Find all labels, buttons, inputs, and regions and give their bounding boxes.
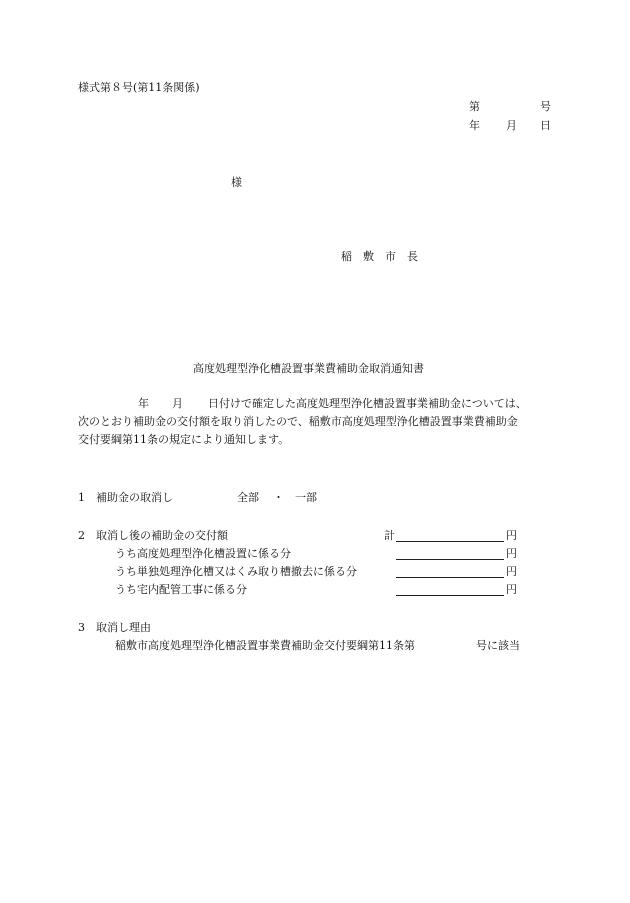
form-label: 様式第８号(第11条関係) — [78, 81, 200, 94]
subitem-2-yen: 円 — [506, 565, 517, 578]
option-part: 一部 — [295, 491, 317, 504]
subitem-1-amount-line — [396, 559, 504, 560]
body-line-3: 交付要綱第11条の規定により通知します。 — [78, 433, 290, 446]
date-month: 月 — [506, 119, 517, 132]
date-day: 日 — [540, 119, 551, 132]
subitem-1-label: うち高度処理型浄化槽設置に係る分 — [115, 547, 291, 560]
section-1-label: 補助金の取消し — [96, 491, 173, 504]
subitem-1-yen: 円 — [506, 547, 517, 560]
subitem-2-amount-line — [396, 577, 504, 578]
section-1-number: 1 — [78, 491, 85, 504]
total-label: 計 — [384, 529, 395, 542]
date-year: 年 — [469, 119, 480, 132]
body-line-1: 日付けで確定した高度処理型浄化槽設置事業補助金については、 — [208, 397, 527, 410]
subitem-3-yen: 円 — [506, 583, 517, 596]
section-2-number: 2 — [78, 529, 85, 542]
section-3-label: 取消し理由 — [96, 621, 151, 634]
section-3-number: 3 — [78, 621, 85, 634]
reason-suffix: 号に該当 — [476, 639, 520, 652]
addressee-honorific: 様 — [231, 176, 242, 189]
subitem-3-label: うち宅内配管工事に係る分 — [115, 583, 247, 596]
option-all: 全部 — [237, 491, 259, 504]
body-year: 年 — [138, 397, 149, 410]
subitem-3-amount-line — [396, 595, 504, 596]
subitem-2-label: うち単独処理浄化槽又はくみ取り槽撤去に係る分 — [115, 565, 357, 578]
sender-name: 稲 敷 市 長 — [341, 250, 418, 263]
document-number-suffix: 号 — [540, 100, 551, 113]
option-separator: ・ — [273, 491, 284, 504]
reason-prefix: 稲敷市高度処理型浄化槽設置事業費補助金交付要綱第11条第 — [115, 639, 415, 652]
body-month: 月 — [172, 397, 183, 410]
document-number-prefix: 第 — [469, 100, 480, 113]
total-amount-line — [396, 541, 504, 542]
section-2-label: 取消し後の補助金の交付額 — [96, 529, 228, 542]
document-title: 高度処理型浄化槽設置事業費補助金取消通知書 — [193, 362, 424, 375]
body-line-2: 次のとおり補助金の交付額を取り消したので、稲敷市高度処理型浄化槽設置事業費補助金 — [78, 415, 518, 428]
total-yen: 円 — [506, 529, 517, 542]
